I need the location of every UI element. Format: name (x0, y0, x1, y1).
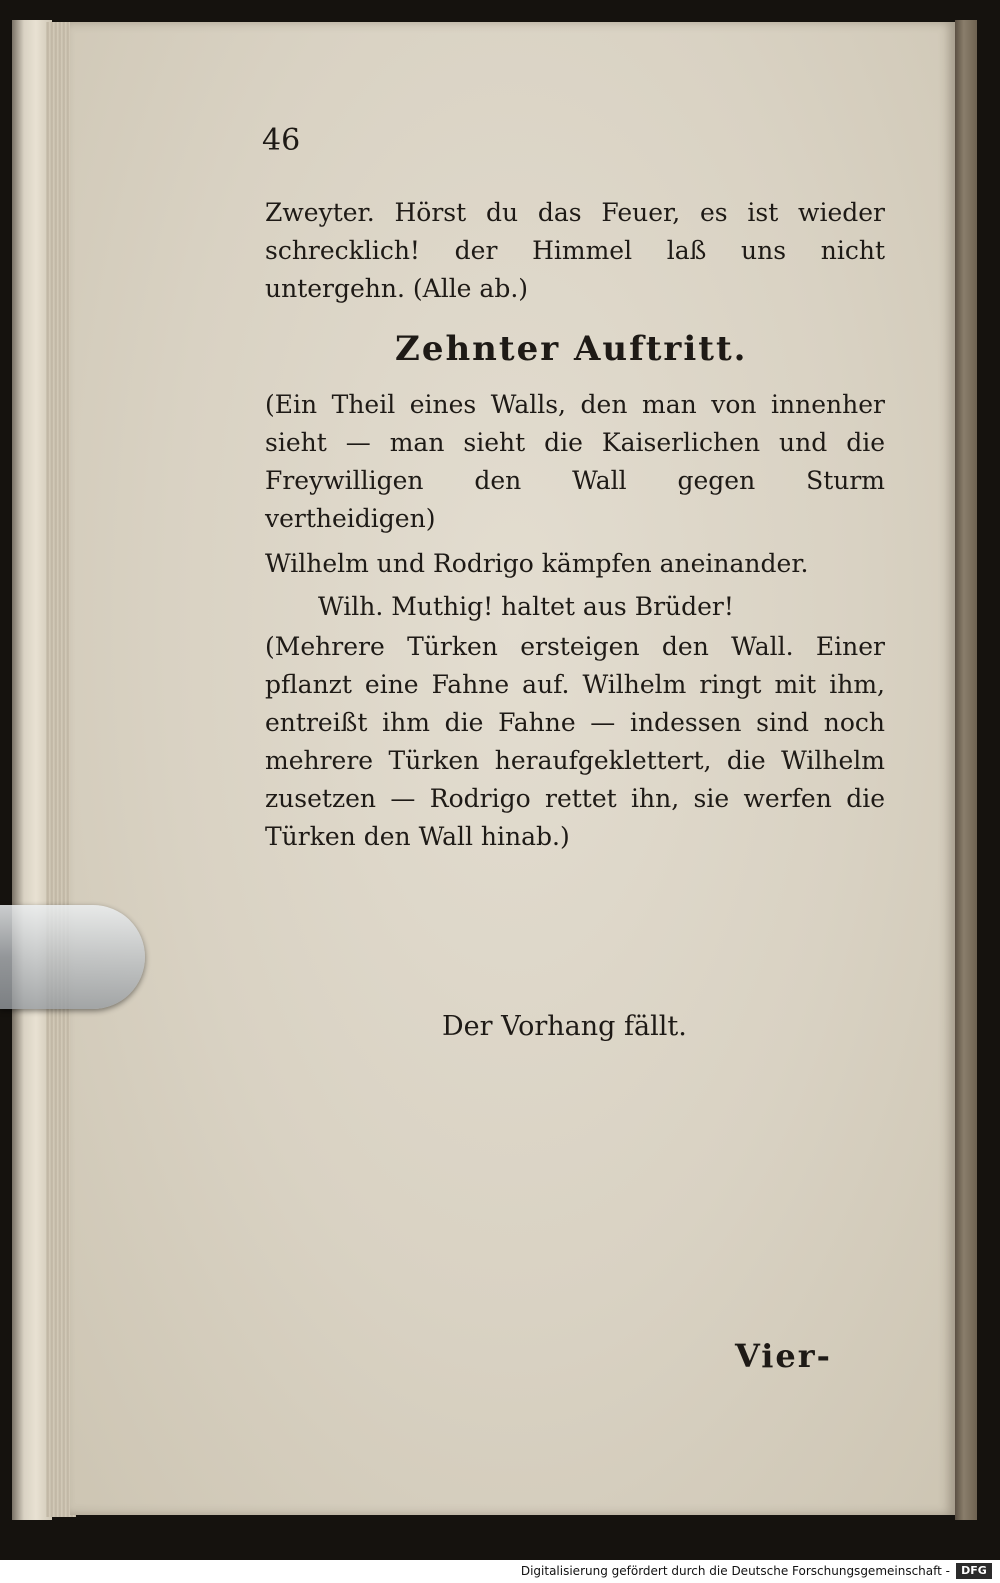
funding-credit: Digitalisierung gefördert durch die Deutsche Forschungsgemeinschaft - (520, 1564, 950, 1578)
scene-heading: Zehnter Auftritt. (395, 329, 748, 369)
action-line: Wilhelm und Rodrigo kämpfen aneinander. (265, 549, 809, 578)
speech-line: Wilh. Muthig! haltet aus Brüder! (318, 592, 734, 621)
stage-direction-1: (Ein Theil eines Walls, den man von innenher sieht — man sieht die Kaiserlichen und die Freywilligen den Wall gegen Sturm vertheidigen) (265, 390, 885, 533)
page-holder-clip (0, 905, 145, 1009)
page-number: 46 (262, 123, 301, 158)
dialogue-paragraph: Zweyter. Hörst du das Feuer, es ist wieder schrecklich! der Himmel laß uns nicht untergehn. (Alle ab.) (265, 198, 885, 303)
stage-direction-2: (Mehrere Türken ersteigen den Wall. Einer pflanzt eine Fahne auf. Wilhelm ringt mit ihm, entreißt ihm die Fahne — indessen sind noch mehrere Türken heraufgeklettert, die Wilhelm zusetzen — Rodrigo rettet ihn, sie werfen die Türken den Wall hinab.) (265, 632, 885, 851)
catchword: Vier- (735, 1337, 832, 1375)
curtain-line: Der Vorhang fällt. (442, 1011, 687, 1042)
right-page-edge (955, 20, 977, 1520)
dfg-logo: DFG (956, 1563, 992, 1579)
footer-bar (0, 1560, 1000, 1583)
